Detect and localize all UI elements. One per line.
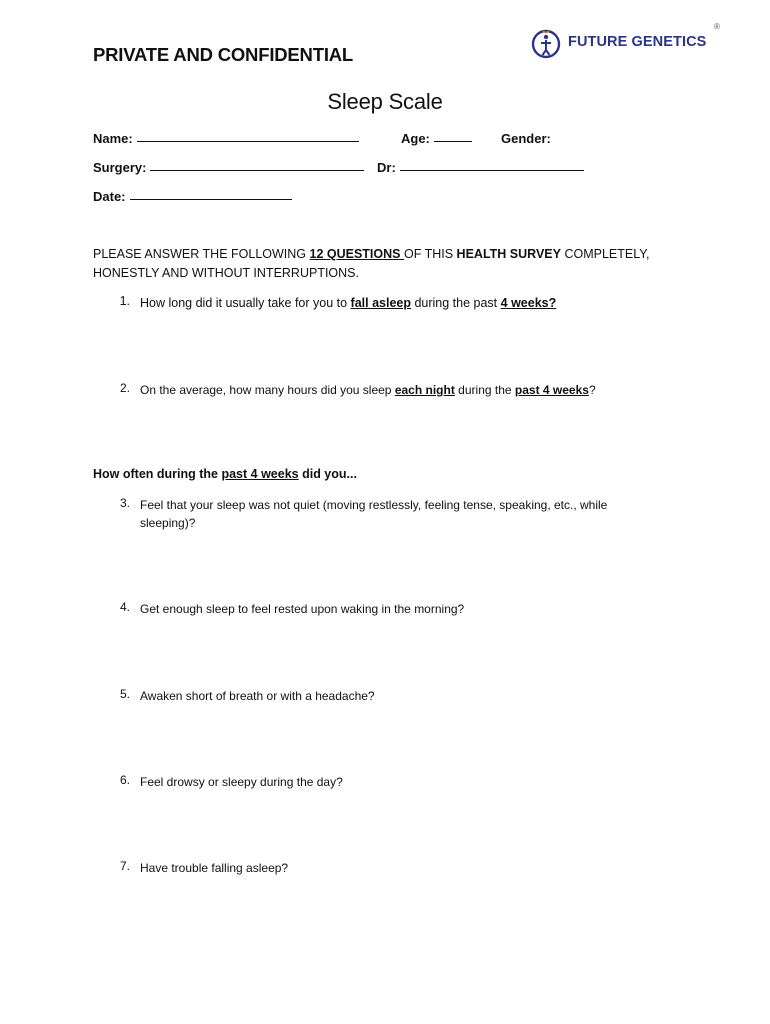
- dr-field[interactable]: [377, 160, 584, 175]
- name-label: Name:: [93, 131, 133, 146]
- gender-field[interactable]: [501, 131, 551, 146]
- gender-label: Gender:: [501, 131, 551, 146]
- question-text: How long did it usually take for you to fall asleep during the past 4 weeks?: [140, 296, 557, 310]
- question-number: 7.: [119, 859, 130, 873]
- dr-line[interactable]: [400, 169, 584, 171]
- question-text: Feel drowsy or sleepy during the day?: [140, 775, 343, 789]
- question-text: Get enough sleep to feel rested upon waking in the morning?: [140, 602, 465, 616]
- question-text: Have trouble falling asleep?: [140, 861, 289, 875]
- instructions: [93, 245, 693, 283]
- survey-name: HEALTH SURVEY: [456, 247, 561, 261]
- question-number: 1.: [119, 294, 130, 308]
- age-line[interactable]: [434, 140, 472, 142]
- surgery-field[interactable]: [93, 160, 364, 175]
- age-field[interactable]: [401, 131, 472, 146]
- instructions-text: PLEASE ANSWER THE FOLLOWING: [93, 247, 310, 261]
- confidential-heading: PRIVATE AND CONFIDENTIAL: [93, 44, 354, 65]
- question-number: 3.: [119, 496, 130, 510]
- question-count: 12 QUESTIONS: [309, 247, 404, 261]
- logo-text: FUTURE GENETICS: [568, 34, 707, 50]
- question-number: 6.: [119, 773, 130, 787]
- page-title: Sleep Scale: [327, 89, 443, 114]
- instructions-text: OF THIS: [403, 247, 457, 261]
- question-text: Awaken short of breath or with a headache?: [140, 689, 375, 703]
- question-text: On the average, how many hours did you sleep each night during the past 4 weeks?: [140, 383, 596, 397]
- surgery-line[interactable]: [150, 169, 364, 171]
- surgery-label: Surgery:: [93, 160, 147, 175]
- question-number: 4.: [119, 600, 130, 614]
- instructions-text: COMPLETELY, HONESTLY AND WITHOUT INTERRUPTIONS.: [93, 247, 650, 280]
- date-label: Date:: [93, 189, 126, 204]
- registered-mark: ®: [714, 22, 720, 31]
- name-field[interactable]: [93, 131, 359, 146]
- date-field[interactable]: [93, 189, 292, 204]
- question-number: 5.: [119, 687, 130, 701]
- dna-figure-icon: [530, 28, 562, 60]
- question-number: 2.: [119, 381, 130, 395]
- age-label: Age:: [401, 131, 430, 146]
- future-genetics-logo: [530, 22, 730, 64]
- frequency-subheading: How often during the past 4 weeks did you...: [93, 467, 357, 481]
- date-line[interactable]: [130, 198, 292, 200]
- name-line[interactable]: [137, 140, 359, 142]
- question-text: Feel that your sleep was not quiet (moving restlessly, feeling tense, speaking, etc., while sleeping)?: [140, 498, 608, 530]
- dr-label: Dr:: [377, 160, 396, 175]
